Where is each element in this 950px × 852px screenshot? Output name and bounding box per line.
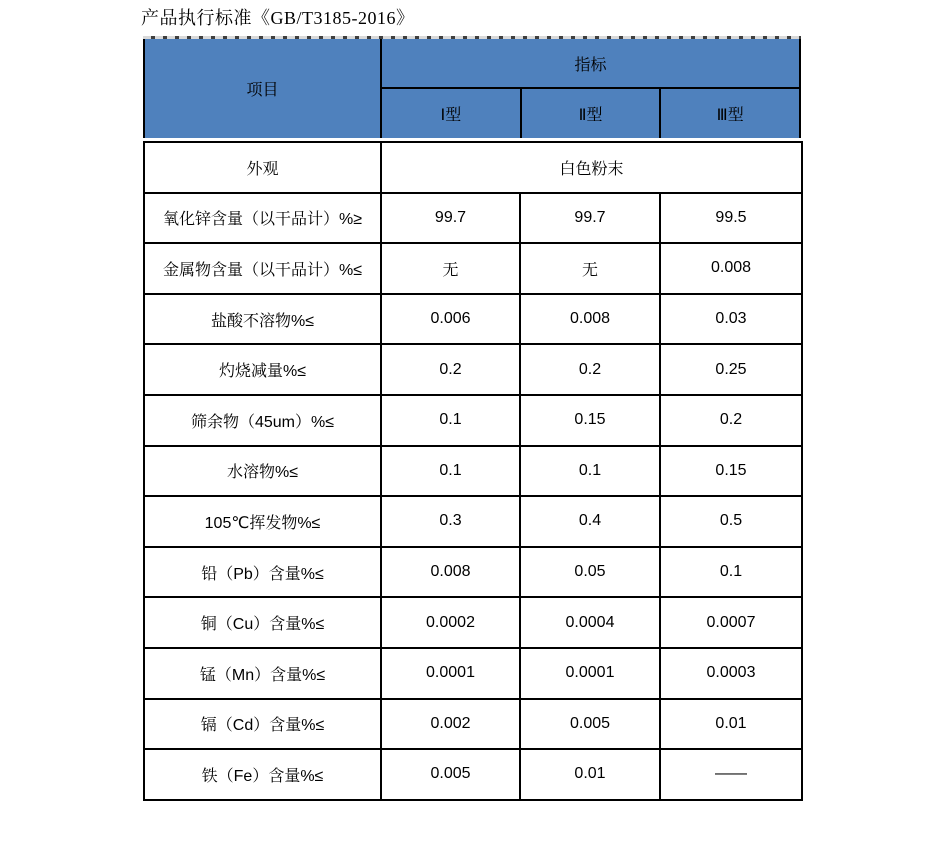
value-cell-type2: 无 xyxy=(520,243,660,294)
value-cell-type3: 0.0003 xyxy=(660,648,802,699)
spec-table-body xyxy=(143,141,803,801)
table-row xyxy=(144,294,802,345)
value-cell-type3: 0.15 xyxy=(660,446,802,497)
value-cell-type2: 0.0001 xyxy=(520,648,660,699)
value-cell-type1: 0.0002 xyxy=(381,597,520,648)
table-row xyxy=(144,749,802,800)
table-row xyxy=(144,699,802,750)
item-name-cell: 外观 xyxy=(144,142,381,193)
value-cell-type1: 0.006 xyxy=(381,294,520,345)
value-cell-type1: 0.0001 xyxy=(381,648,520,699)
item-name-cell: 金属物含量（以干品计）%≤ xyxy=(144,243,381,294)
value-cell-type1: 0.008 xyxy=(381,547,520,598)
value-cell-type1: 99.7 xyxy=(381,193,520,244)
item-name-cell: 筛余物（45um）%≤ xyxy=(144,395,381,446)
table-row xyxy=(144,597,802,648)
item-name-cell: 镉（Cd）含量%≤ xyxy=(144,699,381,750)
value-cell-type2: 0.4 xyxy=(520,496,660,547)
value-cell-type3: —— xyxy=(660,749,802,800)
item-name-cell: 盐酸不溶物%≤ xyxy=(144,294,381,345)
table-row xyxy=(144,344,802,395)
item-name-cell: 铁（Fe）含量%≤ xyxy=(144,749,381,800)
value-cell-type3: 0.1 xyxy=(660,547,802,598)
value-cell-type1: 0.005 xyxy=(381,749,520,800)
item-name-cell: 氧化锌含量（以干品计）%≥ xyxy=(144,193,381,244)
item-name-cell: 铅（Pb）含量%≤ xyxy=(144,547,381,598)
header-type3-cell: Ⅲ型 xyxy=(716,107,744,124)
value-cell-type1: 0.1 xyxy=(381,395,520,446)
value-cell-type3: 0.5 xyxy=(660,496,802,547)
header-type2-cell: Ⅱ型 xyxy=(520,89,662,138)
value-cell-type2: 0.2 xyxy=(520,344,660,395)
value-cell-type3: 0.2 xyxy=(660,395,802,446)
value-cell-type2: 0.01 xyxy=(520,749,660,800)
value-cell-type2: 0.005 xyxy=(520,699,660,750)
value-cell-type1: 无 xyxy=(381,243,520,294)
appearance-value-cell: 白色粉末 xyxy=(381,142,802,193)
value-cell-type2: 0.15 xyxy=(520,395,660,446)
table-row xyxy=(144,547,802,598)
table-row xyxy=(144,648,802,699)
item-name-cell: 105℃挥发物%≤ xyxy=(144,496,381,547)
spec-table-header xyxy=(143,36,801,138)
value-cell-type2: 99.7 xyxy=(520,193,660,244)
table-row xyxy=(144,496,802,547)
item-name-cell: 灼烧减量%≤ xyxy=(144,344,381,395)
page-title: 产品执行标准《GB/T3185-2016》 xyxy=(141,8,415,28)
value-cell-type2: 0.1 xyxy=(520,446,660,497)
value-cell-type3: 0.25 xyxy=(660,344,802,395)
header-indicator-cell: 指标 xyxy=(382,39,799,89)
value-cell-type2: 0.008 xyxy=(520,294,660,345)
value-cell-type3: 0.0007 xyxy=(660,597,802,648)
item-name-cell: 锰（Mn）含量%≤ xyxy=(144,648,381,699)
value-cell-type2: 0.0004 xyxy=(520,597,660,648)
value-cell-type3: 99.5 xyxy=(660,193,802,244)
value-cell-type1: 0.1 xyxy=(381,446,520,497)
header-type1-cell: Ⅰ型 xyxy=(440,107,462,124)
value-cell-type3: 0.01 xyxy=(660,699,802,750)
table-row-appearance xyxy=(144,142,802,193)
value-cell-type1: 0.2 xyxy=(381,344,520,395)
value-cell-type1: 0.002 xyxy=(381,699,520,750)
value-cell-type3: 0.03 xyxy=(660,294,802,345)
value-cell-type2: 0.05 xyxy=(520,547,660,598)
value-cell-type3: 0.008 xyxy=(660,243,802,294)
table-row xyxy=(144,243,802,294)
table-row xyxy=(144,446,802,497)
value-cell-type1: 0.3 xyxy=(381,496,520,547)
table-row xyxy=(144,395,802,446)
header-item-cell: 项目 xyxy=(145,39,382,138)
item-name-cell: 铜（Cu）含量%≤ xyxy=(144,597,381,648)
item-name-cell: 水溶物%≤ xyxy=(144,446,381,497)
table-row xyxy=(144,193,802,244)
